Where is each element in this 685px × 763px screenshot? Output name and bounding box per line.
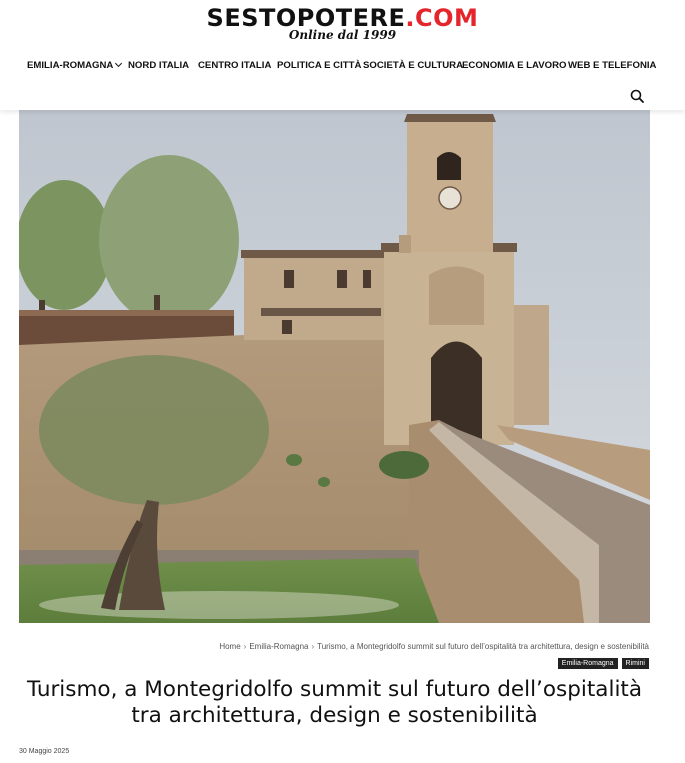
search-icon [629, 88, 645, 104]
tag-emilia-romagna[interactable]: Emilia-Romagna [558, 658, 618, 669]
breadcrumb-category-link[interactable]: Emilia-Romagna [249, 642, 309, 651]
nav-item-nord-italia[interactable]: NORD ITALIA [128, 60, 190, 71]
hero-image [19, 110, 650, 623]
logo-tld-text: .COM [405, 4, 479, 32]
nav-item-economia-e-lavoro[interactable]: ECONOMIA E LAVORO [462, 60, 567, 71]
breadcrumb-separator: › [311, 642, 315, 651]
search-button[interactable] [629, 88, 645, 104]
site-header [0, 0, 685, 110]
chevron-down-icon [115, 60, 122, 67]
breadcrumb [219, 642, 649, 651]
breadcrumb-current: Turismo, a Montegridolfo summit sul futuro dell’ospitalità tra architettura, design e sostenibilità [317, 642, 649, 651]
nav-item-politica-e-citta[interactable]: POLITICA E CITTÀ [277, 60, 362, 71]
main-nav [0, 60, 685, 74]
breadcrumb-home-link[interactable]: Home [219, 642, 241, 651]
article-title: Turismo, a Montegridolfo summit sul futuro dell’ospitalità tra architettura, design e sostenibilità [26, 677, 643, 728]
logo-main-text: SESTOPOTERE [206, 4, 406, 32]
nav-item-societa-e-cultura[interactable]: SOCIETÀ E CULTURA [363, 60, 464, 71]
tag-rimini[interactable]: Rimini [622, 658, 649, 669]
breadcrumb-separator: › [243, 642, 247, 651]
nav-item-web-e-telefonia[interactable]: WEB E TELEFONIA [568, 60, 657, 71]
nav-item-centro-italia[interactable]: CENTRO ITALIA [198, 60, 272, 71]
site-tagline: Online dal 1999 [288, 28, 397, 42]
nav-item-label: EMILIA-ROMAGNA [27, 60, 114, 71]
article-tags [558, 658, 649, 669]
nav-item-emilia-romagna[interactable] [27, 60, 121, 71]
article-date: 30 Maggio 2025 [19, 748, 70, 755]
